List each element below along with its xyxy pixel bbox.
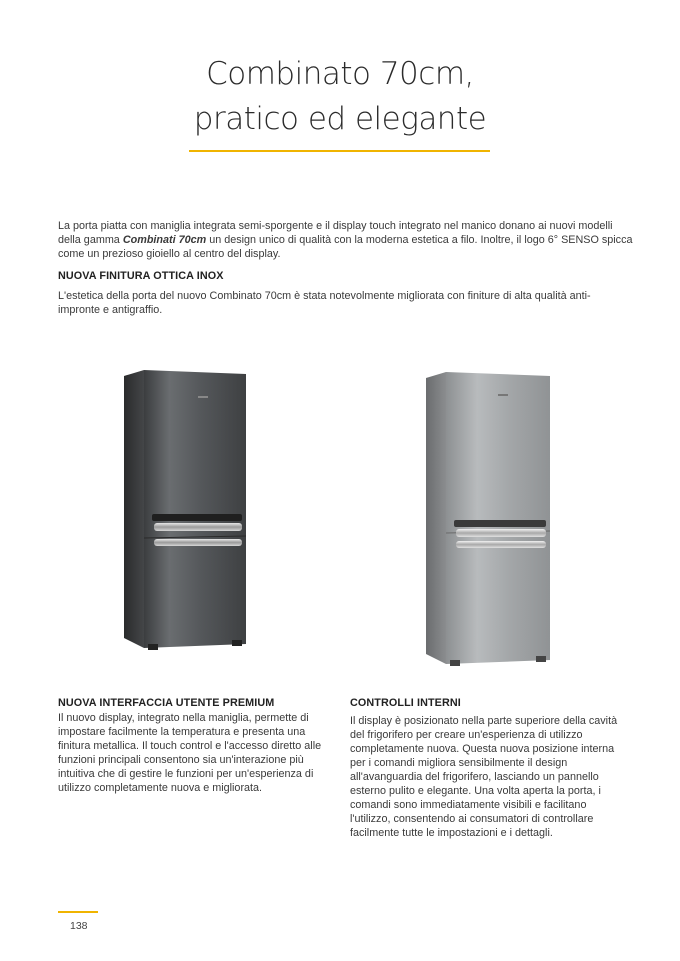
title-line-1: Combinato 70cm, xyxy=(206,56,474,92)
controls-text: Il display è posizionato nella parte superiore della cavità del frigorifero per creare un'esperienza di utilizzo completamente nuova. Questa nuova posizione interna per i comandi migliora sensibilmente il design all'avanguardia del frigorifero, lasciando un pannello esterno pulito e elegante. Una volta aperta la porta, i comandi sono immediatamente visibili e facilitano l'utilizzo, consentendo ai consumatori di controllare facilmente tutte le impostazioni e i dettagli. xyxy=(350,715,618,839)
controls-heading: CONTROLLI INTERNI xyxy=(350,697,461,709)
title-underline xyxy=(189,150,490,152)
title-line-2: pratico ed elegante xyxy=(193,101,487,137)
interface-heading: NUOVA INTERFACCIA UTENTE PREMIUM xyxy=(58,697,275,709)
intro-emphasis: Combinati 70cm xyxy=(122,234,207,246)
page-number: 138 xyxy=(70,920,88,932)
interface-text: Il nuovo display, integrato nella maniglia, permette di impostare facilmente la temperatura e presenta una finitura metallica. Il touch control e l'accesso diretto alle funzioni principali consentono sia un'interazione più intuitiva che di gestire le funzioni per un'esperienza di utilizzo completamente nuova e migliorata. xyxy=(58,712,322,794)
intro-paragraph xyxy=(58,219,638,261)
fridge-image-dark xyxy=(118,368,268,653)
intro-text-after: un design unico di qualità con la moderna estetica a filo. Inoltre, il logo 6° SENSO spicca come un prezioso gioiello al centro del display. xyxy=(58,234,633,260)
page-title xyxy=(0,52,680,142)
fridge-image-light xyxy=(420,368,570,668)
finish-heading: NUOVA FINITURA OTTICA INOX xyxy=(58,270,224,282)
intro-text-before: La porta piatta con maniglia integrata semi-sporgente e il display touch integrato nel manico donano ai nuovi modelli della gamma xyxy=(58,220,613,246)
page-number-rule xyxy=(58,911,98,913)
finish-text: L'estetica della porta del nuovo Combinato 70cm è stata notevolmente migliorata con finiture di alta qualità anti-impronte e antigraffio. xyxy=(58,290,591,316)
